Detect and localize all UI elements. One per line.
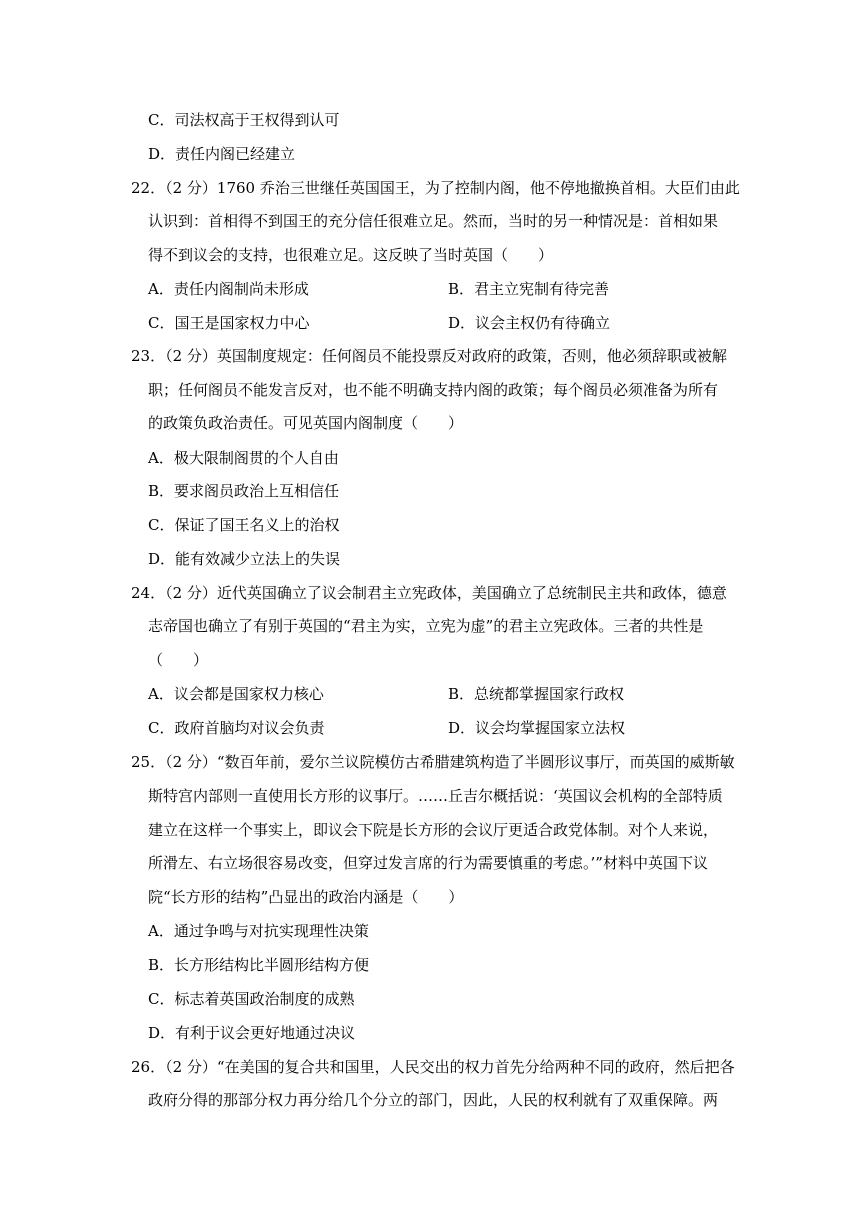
q22-stem-line-1: 22．（2 分）1760 乔治三世继任英国国王，为了控制内阁，他不停地撤换首相。大臣们由此: [131, 179, 740, 197]
q21-option-c: C．司法权高于王权得到认可: [148, 111, 340, 129]
q25-stem-line-1: 25．（2 分）“数百年前，爱尔兰议院模仿古希腊建筑构造了半圆形议事厅，而英国的威斯敏: [131, 753, 735, 771]
q22-option-a: A．责任内阁制尚未形成: [148, 280, 309, 298]
q23-option-b: B．要求阁员政治上互相信任: [148, 482, 340, 500]
q24-option-c: C．政府首脑均对议会负责: [148, 719, 325, 737]
q23-stem-line-3: 的政策负政治责任。可见英国内阁制度（ ）: [148, 414, 464, 432]
q25-stem-line-5: 院“长方形的结构”凸显出的政治内涵是（ ）: [148, 888, 464, 906]
q24-stem-line-1: 24．（2 分）近代英国确立了议会制君主立宪政体，美国确立了总统制民主共和政体，德意: [131, 584, 727, 602]
q25-option-b: B．长方形结构比半圆形结构方便: [148, 956, 370, 974]
q23-option-c: C．保证了国王名义上的治权: [148, 516, 340, 534]
q22-option-d: D．议会主权仍有待确立: [448, 314, 611, 332]
q25-option-d: D．有利于议会更好地通过决议: [148, 1024, 356, 1042]
q22-option-b: B．君主立宪制有待完善: [448, 280, 610, 298]
q24-option-b: B．总统都掌握国家行政权: [448, 685, 625, 703]
q23-stem-line-1: 23．（2 分）英国制度规定：任何阁员不能投票反对政府的政策，否则，他必须辞职或被解: [131, 347, 727, 365]
q25-option-a: A．通过争鸣与对抗实现理性决策: [148, 922, 369, 940]
q25-stem-line-4: 所滑左、右立场很容易改变，但穿过发言席的行为需要慎重的考虑。’”材料中英国下议: [148, 854, 708, 872]
q24-option-d: D．议会均掌握国家立法权: [448, 719, 626, 737]
q25-stem-line-2: 斯特宫内部则一直使用长方形的议事厅。……丘吉尔概括说：‘英国议会机构的全部特质: [148, 787, 723, 805]
q22-option-c: C．国王是国家权力中心: [148, 314, 310, 332]
q23-stem-line-2: 职；任何阁员不能发言反对，也不能不明确支持内阁的政策；每个阁员必须准备为所有: [148, 381, 719, 399]
q23-option-d: D．能有效减少立法上的失误: [148, 550, 341, 568]
q25-stem-line-3: 建立在这样一个事实上，即议会下院是长方形的会议厅更适合政党体制。对个人来说，: [148, 821, 719, 839]
q26-stem-line-1: 26．（2 分）“在美国的复合共和国里，人民交出的权力首先分给两种不同的政府，然后把各: [131, 1058, 735, 1076]
q24-stem-line-2: 志帝国也确立了有别于英国的“君主为实，立宪为虚”的君主立宪政体。三者的共性是: [148, 617, 704, 635]
q22-stem-line-3: 得不到议会的支持，也很难立足。这反映了当时英国（ ）: [148, 246, 554, 264]
q22-stem-line-2: 认识到：首相得不到国王的充分信任很难立足。然而，当时的另一种情况是：首相如果: [148, 212, 719, 230]
q24-option-a: A．议会都是国家权力核心: [148, 685, 324, 703]
q26-stem-line-2: 政府分得的那部分权力再分给几个分立的部门，因此，人民的权利就有了双重保障。两: [148, 1091, 719, 1109]
q23-option-a: A．极大限制阁贯的个人自由: [148, 449, 339, 467]
q24-stem-line-3: （ ）: [148, 651, 209, 669]
q25-option-c: C．标志着英国政治制度的成熟: [148, 990, 355, 1008]
q21-option-d: D．责任内阁已经建立: [148, 145, 296, 163]
